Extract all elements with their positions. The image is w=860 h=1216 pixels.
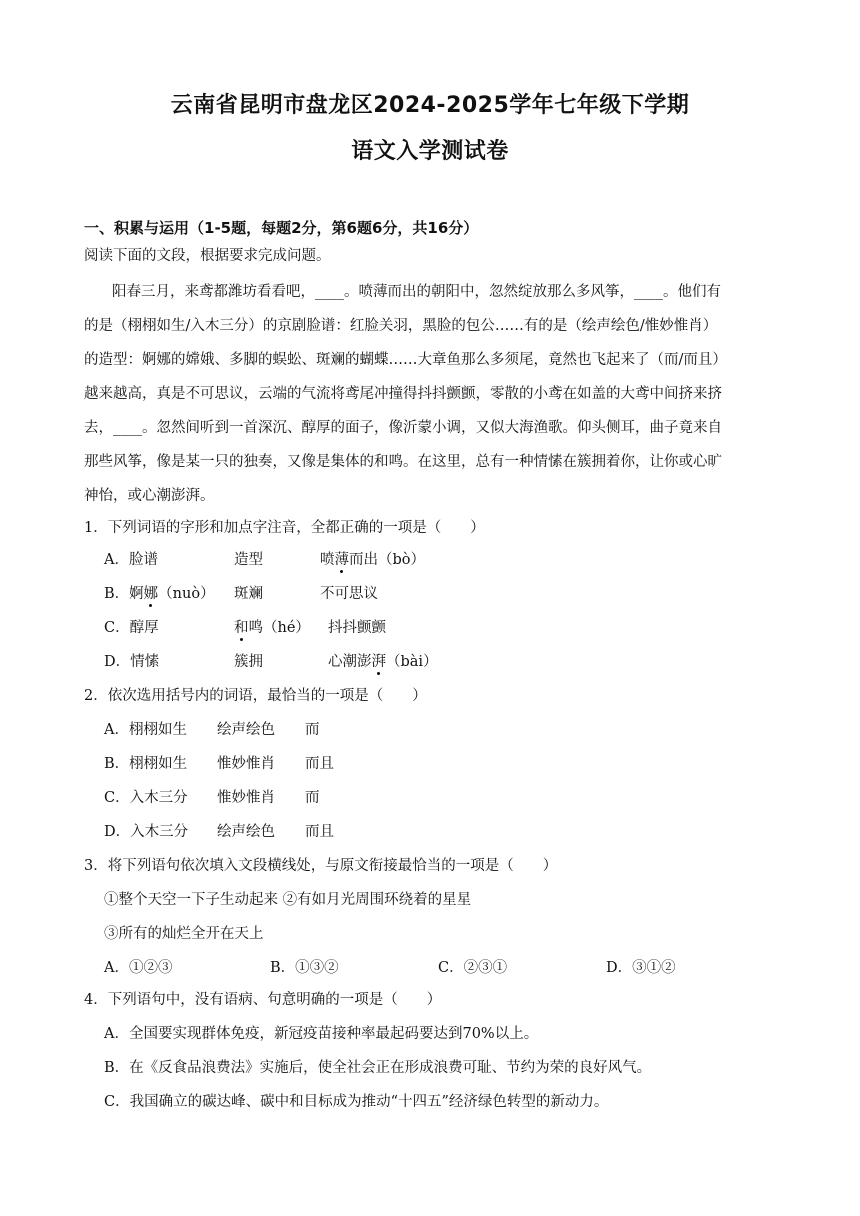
passage-line: 的造型：婀娜的嫦娥、多脚的蜈蚣、斑斓的蝴蝶……大章鱼那么多须尾，竟然也飞起来了（而/而且） (84, 352, 727, 368)
q4-option-b[interactable]: B．在《反食品浪费法》实施后，使全社会正在形成浪费可耻、节约为荣的良好风气。 (104, 1060, 652, 1076)
q2-c-word3: 而 (305, 790, 320, 806)
q1-d-word2: 簇拥 (234, 654, 263, 670)
q1-stem: 1．下列词语的字形和加点字注音，全都正确的一项是（ ） (84, 520, 485, 536)
q2-a-word1: A．栩栩如生 (104, 722, 187, 738)
q2-a-word3: 而 (305, 722, 320, 738)
q3-option-c[interactable]: C．②③① (438, 960, 508, 976)
q1-c-word2: 和鸣（hé） (234, 620, 310, 636)
q1-d-word1: D．情愫 (104, 654, 160, 670)
q1-d-word3: 心潮澎湃（bài） (328, 654, 438, 670)
q2-b-word1: B．栩栩如生 (104, 756, 188, 772)
q2-d-word2: 绘声绘色 (217, 824, 275, 840)
q1-a-word2: 造型 (234, 552, 263, 568)
q2-stem: 2．依次选用括号内的词语，最恰当的一项是（ ） (84, 688, 427, 704)
q2-c-word2: 惟妙惟肖 (217, 790, 275, 806)
q3-option-b[interactable]: B．①③② (270, 960, 339, 976)
q4-option-a[interactable]: A．全国要实现群体免疫，新冠疫苗接种率最起码要达到70%以上。 (104, 1026, 539, 1042)
q1-c-word3: 抖抖颤颤 (328, 620, 386, 636)
instruction: 阅读下面的文段，根据要求完成问题。 (84, 248, 331, 264)
q3-option-a[interactable]: A．①②③ (104, 960, 173, 976)
q3-sentences-line1: ①整个天空一下子生动起来 ②有如月光周围环绕着的星星 (104, 892, 472, 908)
passage-line: 去，____。忽然间听到一首深沉、醇厚的面子，像沂蒙小调，又似大海渔歌。仰头侧耳，曲子竟来自 (84, 420, 722, 436)
q1-c-word1: C．醇厚 (104, 620, 159, 636)
passage-line: 那些风筝，像是某一只的独奏，又像是集体的和鸣。在这里，总有一种情愫在簇拥着你，让你或心旷 (84, 454, 722, 470)
q2-d-word1: D．入木三分 (104, 824, 189, 840)
q2-d-word3: 而且 (305, 824, 334, 840)
q2-b-word2: 惟妙惟肖 (217, 756, 275, 772)
passage-line: 神怡，或心潮澎湃。 (84, 488, 215, 504)
passage-line: 阳春三月，来鸢都潍坊看看吧，____。喷薄而出的朝阳中，忽然绽放那么多风筝，____。他们有 (112, 284, 721, 300)
q2-a-word2: 绘声绘色 (217, 722, 275, 738)
exam-title-line2: 语文入学测试卷 (351, 139, 509, 164)
q2-c-word1: C．入木三分 (104, 790, 188, 806)
section-heading: 一、积累与运用（1-5题，每题2分，第6题6分，共16分） (84, 219, 479, 237)
q1-a-word1: A．脸谱 (104, 552, 158, 568)
exam-title-line1: 云南省昆明市盘龙区2024-2025学年七年级下学期 (170, 93, 690, 118)
q3-option-d[interactable]: D．③①② (606, 960, 676, 976)
q1-b-word2: 斑斓 (234, 586, 263, 602)
q1-a-word3: 喷薄而出（bò） (320, 552, 426, 568)
passage-line: 的是（栩栩如生/入木三分）的京剧脸谱：红脸关羽，黑脸的包公……有的是（绘声绘色/惟妙惟肖） (84, 318, 718, 334)
q2-b-word3: 而且 (305, 756, 334, 772)
q3-sentences-line2: ③所有的灿烂全开在天上 (104, 926, 264, 942)
q4-stem: 4．下列语句中，没有语病、句意明确的一项是（ ） (84, 992, 442, 1008)
q4-option-c[interactable]: C．我国确立的碳达峰、碳中和目标成为推动“十四五”经济绿色转型的新动力。 (104, 1094, 609, 1110)
q1-b-word1: B．婀娜（nuò） (104, 586, 215, 602)
q1-b-word3: 不可思议 (320, 586, 378, 602)
q3-stem: 3．将下列语句依次填入文段横线处，与原文衔接最恰当的一项是（ ） (84, 858, 558, 874)
passage-line: 越来越高，真是不可思议，云端的气流将鸢尾冲撞得抖抖颤颤，零散的小鸢在如盖的大鸢中间挤来挤 (84, 386, 722, 402)
